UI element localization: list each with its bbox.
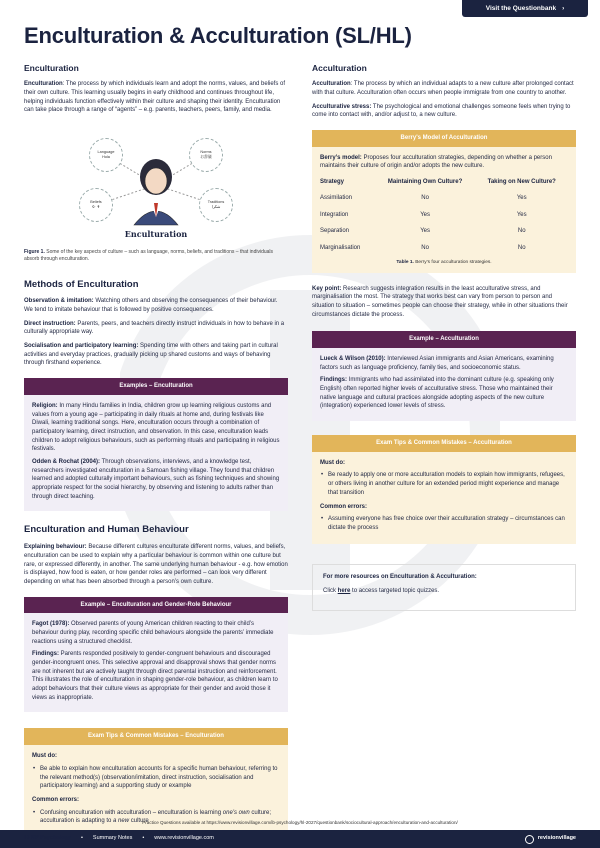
more-resources-title: For more resources on Enculturation & Acculturation: bbox=[323, 573, 477, 580]
footer-notes: Summary Notes bbox=[92, 835, 133, 842]
traditions-node: Traditions شكرا bbox=[199, 188, 233, 222]
figure-caption: Figure 1. Some of the key aspects of culture – such as language, norms, beliefs, and traditions – that individuals absorb through enculturation. bbox=[24, 249, 274, 263]
example-odden-rochat: Odden & Rochat (2004): Through observations, interviews, and a knowledge test, researchers investigated enculturation in a Samoan fishing village. They found that children learned and adopted culturally important behaviours, such as fishing techniques and showing appropriate respect for the social hierarchy, by observing and listening to adults rather than through direct teaching. bbox=[32, 458, 280, 500]
examples-enculturation-box bbox=[24, 378, 288, 511]
footer-bullet: • bbox=[142, 835, 145, 842]
human-behaviour-text: Explaining behaviour: Because different cultures enculturate different norms, values, and beliefs, enculturation can be used to explain why a particular behaviour is common within one culture but rare, or expressed differently, in another. The same underlying human behaviour - e.g. how emotion is displayed, how food is eaten, or how gender roles are performed – can look very different depending on what has been absorbed through a person’s own culture. bbox=[24, 544, 288, 585]
table-caption: Table 1. Berry’s four acculturation strategies. bbox=[396, 259, 492, 265]
exam-tips-enculturation-header: Exam Tips & Common Mistakes – Enculturation bbox=[24, 728, 288, 745]
berry-model-box bbox=[312, 130, 576, 272]
footer-bullet: • bbox=[80, 835, 83, 842]
method-direct-instruction: Direct instruction: Parents, peers, and teachers directly instruct individuals in how to behave in a culturally appropriate way. bbox=[24, 320, 285, 336]
example-lueck-findings: Findings: Immigrants who had assimilated into the dominant culture (e.g. speaking only English) often reported higher levels of acculturative stress. Those who maintained their native language and cultural practices alongside adopting aspects of the new culture (integration) experienced lower levels of stress. bbox=[320, 377, 554, 410]
norms-node: Norms お辞儀 bbox=[189, 138, 223, 172]
table-header: Strategy bbox=[320, 179, 345, 186]
beliefs-node: Beliefs ☪ ✝ bbox=[79, 188, 113, 222]
table-header: Maintaining Own Culture? bbox=[387, 179, 463, 186]
berry-intro: Berry’s model: Proposes four acculturation strategies, depending on whether a person maintains their culture of origin and/or adopts the new culture. bbox=[320, 154, 552, 170]
example-fagot-findings: Findings: Parents responded positively to gender-congruent behaviours and discouraged gender-incongruent ones. This selective approval and disapproval shows that gender norms are not inherent but are actively taught through direct parental instruction and reinforcement. This illustrates the role of enculturation in shaping gender-role behaviour, as children learn to adopt behaviours that their culture views as appropriate for their gender and avoid those it views as inappropriate. bbox=[32, 651, 278, 701]
common-errors-label: Common errors: bbox=[32, 796, 80, 803]
left-column bbox=[24, 62, 288, 847]
berry-table bbox=[320, 175, 568, 256]
brand-logo-icon bbox=[525, 835, 534, 844]
example-religion: Religion: In many Hindu families in India, children grow up learning religious customs and values from a young age – participating in daily rituals at home and, during festivals like Diwali, learning traditional songs. Here, enculturation occurs through a combination of participatory learning, direct instruction, and observation. In this case, enculturation leads children to adopt religious behaviours, such as performing rituals and participating in religious festivals. bbox=[32, 402, 280, 453]
visit-questionbank-button[interactable] bbox=[462, 0, 588, 17]
footer-brand: revisionvillage bbox=[525, 835, 576, 844]
acculturative-stress: Acculturative stress: The psychological and emotional challenges someone feels when trying to come into contact with, and/or adjust to, a new culture. bbox=[312, 103, 571, 119]
berry-model-header: Berry's Model of Acculturation bbox=[312, 130, 576, 147]
table-row: Separation Yes No bbox=[320, 228, 526, 235]
table-header: Taking on New Culture? bbox=[487, 179, 556, 186]
gender-role-box bbox=[24, 597, 288, 713]
examples-enculturation-header: Examples – Enculturation bbox=[24, 378, 288, 395]
acculturation-heading: Acculturation bbox=[312, 63, 367, 73]
table-row: Marginalisation No No bbox=[320, 244, 526, 251]
enculturation-heading: Enculturation bbox=[24, 63, 79, 73]
more-resources-link-line: Click here to access targeted topic quizzes. bbox=[323, 588, 440, 595]
method-socialisation: Socialisation and participatory learning: Spending time with others and taking part in cultural activities and everyday practices, gradually picking up shared customs and ways of behaving through firsthand experience. bbox=[24, 343, 278, 367]
common-error-item: • Assuming everyone has free choice over their acculturation strategy – circumstances can dictate the process bbox=[320, 515, 568, 532]
figure-center-label: Enculturation bbox=[124, 229, 188, 240]
enculturation-figure bbox=[24, 125, 288, 247]
must-do-label: Must do: bbox=[32, 753, 57, 760]
right-column bbox=[312, 62, 576, 611]
page-title: Enculturation & Acculturation (SL/HL) bbox=[24, 23, 412, 48]
example-fagot: Fagot (1978): Observed parents of young American children reacting to their child’s behaviour during play, recording specific child behaviours alongside the parents’ immediate reactions using a structured checklist. bbox=[32, 621, 274, 645]
human-behaviour-heading: Enculturation and Human Behaviour bbox=[24, 524, 189, 536]
must-do-item: • Be able to explain how enculturation accounts for a specific human behaviour, referring to the relevant method(s) (observation/imitation, direct instruction, socialisation and participatory learning) and a supporting study or example bbox=[32, 765, 280, 791]
table-row: Assimilation No Yes bbox=[320, 194, 527, 201]
method-observation: Observation & imitation: Watching others and observing the consequences of their behaviour. We tend to imitate behaviour that is followed by positive consequences. bbox=[24, 298, 278, 314]
common-errors-label: Common errors: bbox=[320, 503, 368, 510]
methods-heading: Methods of Enculturation bbox=[24, 278, 139, 290]
visit-questionbank-label: Visit the Questionbank bbox=[485, 4, 557, 12]
language-node: Language Hola bbox=[89, 138, 123, 172]
must-do-item: • Be ready to apply one or more acculturation models to explain how immigrants, refugees, or others living in another culture for an extended period might experience and manage that transition bbox=[320, 471, 568, 497]
gender-role-header: Example – Enculturation and Gender-Role Behaviour bbox=[24, 597, 288, 614]
quiz-link[interactable]: here bbox=[337, 588, 351, 595]
student-face bbox=[145, 168, 167, 194]
example-lueck-wilson: Lueck & Wilson (2010): Interviewed Asian immigrants and Asian Americans, examining factors such as language proficiency, family ties, and socioeconomic status. bbox=[320, 355, 554, 371]
exam-tips-acculturation-header: Exam Tips & Common Mistakes – Acculturation bbox=[312, 435, 576, 452]
footer-bar bbox=[0, 830, 600, 848]
example-acculturation-box bbox=[312, 331, 576, 421]
must-do-label: Must do: bbox=[320, 459, 345, 466]
footer-subject: IB DP Psychology bbox=[24, 835, 71, 842]
key-point: Key point: Research suggests integration results in the least acculturative stress, and marginalisation the most. The strategy that works best can vary from person to person and situation to situation – sometimes people can choose their strategy, while in other situations their circumstances dictate the process. bbox=[312, 285, 568, 318]
more-resources-box bbox=[312, 564, 576, 611]
common-error-item: • Confusing enculturation with acculturation – enculturation is learning one’s own culture; acculturation is adapting to a new culture bbox=[32, 809, 280, 826]
practice-questions-note: Practice Questions available at https://www.revisionvillage.com/ib-psychology/hl-2027/questionbank/sociocultural-approach/enculturation-and-acculturation/ bbox=[142, 820, 458, 825]
example-acculturation-header: Example – Acculturation bbox=[312, 331, 576, 348]
acculturation-definition: Acculturation: The process by which an individual adapts to a new culture after prolonged contact with that culture. Acculturation often occurs when people immigrate from one country to another. bbox=[312, 81, 574, 96]
enculturation-definition: Enculturation: The process by which individuals learn and adopt the norms, values, and beliefs of their own culture. This learning usually begins in early childhood and continues throughout life, helping individuals function effectively within their culture and shaping their identity. Enculturation can take place through a range of “agents” – e.g. parents, teachers, peers, family, and media. bbox=[24, 81, 286, 114]
exam-tips-acculturation-box bbox=[312, 435, 576, 544]
footer-site[interactable]: www.revisionvillage.com bbox=[154, 835, 214, 842]
chevron-right-icon: › bbox=[562, 4, 565, 12]
table-row: Integration Yes Yes bbox=[320, 211, 527, 218]
